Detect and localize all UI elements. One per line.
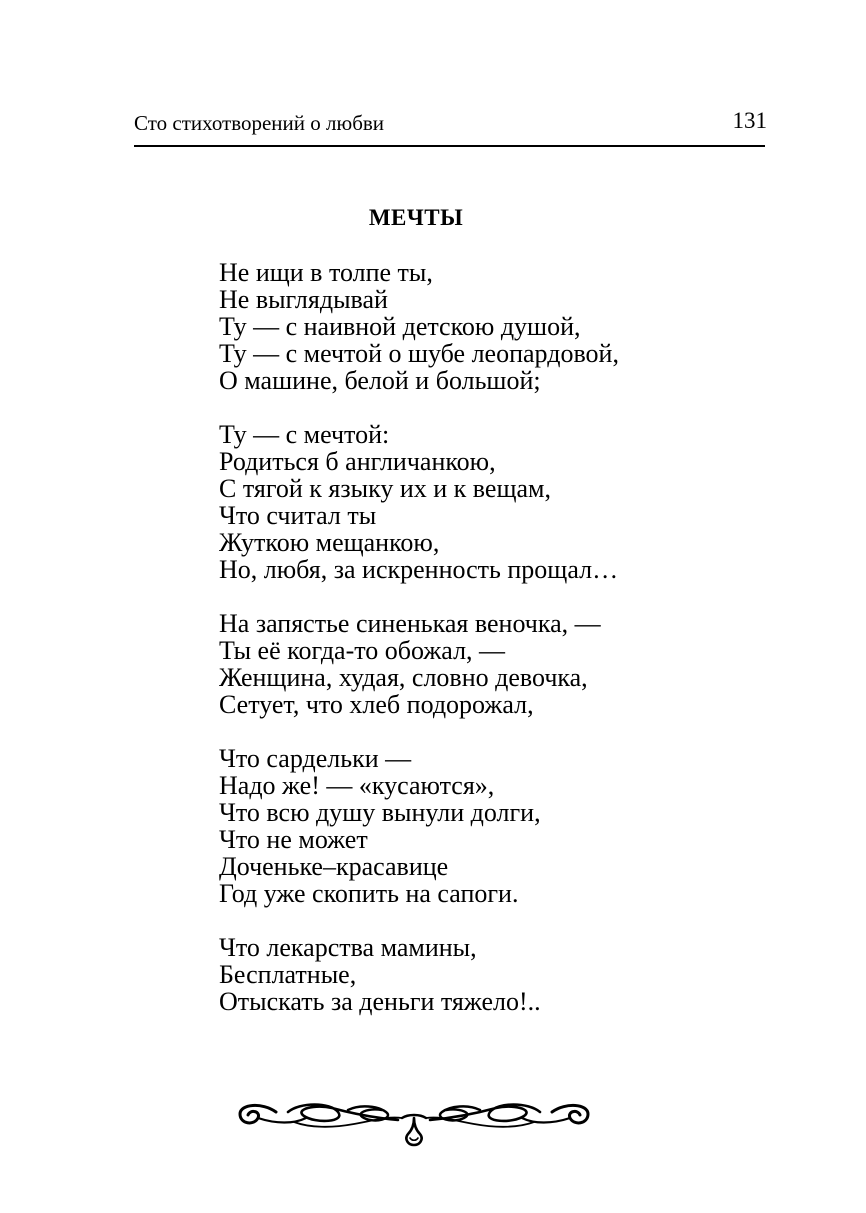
verse-line: С тягой к языку их и к вещам,	[219, 474, 551, 503]
verse-line: О машине, белой и большой;	[219, 366, 541, 395]
verse-line: Доченьке–красавице	[219, 852, 449, 881]
verse-line: Что лекарства мамины,	[219, 933, 477, 962]
running-head-title: Сто стихотворений о любви	[134, 111, 385, 135]
verse-line: Надо же! — «кусаются»,	[219, 771, 495, 800]
stanza	[219, 934, 619, 1015]
verse-line: Отыскать за деньги тяжело!..	[219, 987, 541, 1016]
verse-line: Ту — с мечтой:	[219, 420, 390, 449]
verse-line: Что сардельки —	[219, 744, 412, 773]
verse-line: Год уже скопить на сапоги.	[219, 879, 519, 908]
stanza	[219, 610, 619, 718]
header-rule	[134, 145, 765, 147]
verse-line: Ты её когда-то обожал, —	[219, 636, 506, 665]
verse-line: Ту — с мечтой о шубе леопардовой,	[219, 339, 619, 368]
poem-body	[219, 259, 619, 1015]
verse-line: Не ищи в толпе ты,	[219, 258, 433, 287]
stanza	[219, 421, 619, 583]
verse-line: Что не может	[219, 825, 368, 854]
verse-line: Что всю душу вынули долги,	[219, 798, 541, 827]
verse-line: Сетует, что хлеб подорожал,	[219, 690, 534, 719]
verse-line: Но, любя, за искренность прощал…	[219, 555, 619, 584]
verse-line: Жуткою мещанкою,	[219, 528, 440, 557]
page-number: 131	[732, 108, 767, 133]
verse-line: Родиться б англичанкою,	[219, 447, 496, 476]
verse-line: Что считал ты	[219, 501, 377, 530]
verse-line: Бесплатные,	[219, 960, 357, 989]
flourish-divider-icon	[236, 1098, 592, 1148]
verse-line: Не выглядывай	[219, 285, 388, 314]
stanza	[219, 259, 619, 394]
poem-title: МЕЧТЫ	[368, 205, 464, 230]
stanza	[219, 745, 619, 907]
verse-line: Женщина, худая, словно девочка,	[219, 663, 588, 692]
verse-line: Ту — с наивной детскою душой,	[219, 312, 581, 341]
verse-line: На запястье синенькая веночка, —	[219, 609, 601, 638]
